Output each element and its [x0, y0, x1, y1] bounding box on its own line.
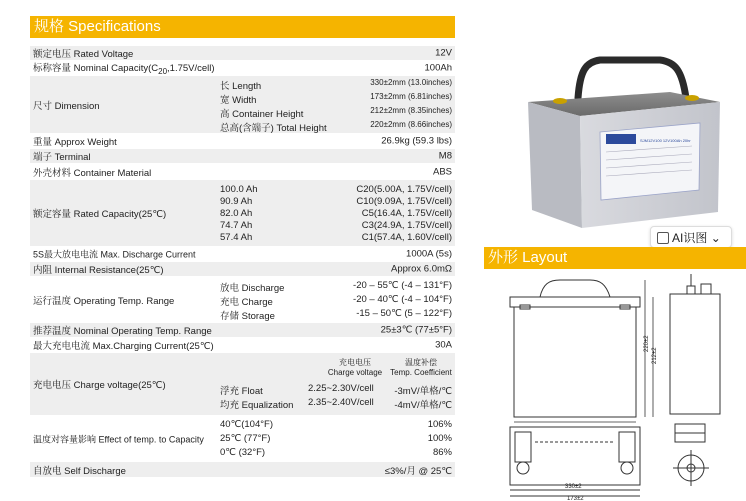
specifications-header: 规格 Specifications — [30, 16, 455, 38]
chevron-down-icon: ⌄ — [710, 231, 721, 245]
scan-icon — [657, 232, 669, 244]
nominal-temp-row: 推荐温度 Nominal Operating Temp. Range 25±3℃ (77±5°F) — [30, 323, 455, 338]
layout-drawings — [495, 272, 745, 501]
temp-effect-row: 温度对容量影响 Effect of temp. to Capacity 40℃(104°F) 106% 25℃ (77°F) 100% 0℃ (32°F) 86% — [30, 416, 455, 462]
svg-text:220±2: 220±2 — [644, 335, 650, 352]
svg-text:330±2: 330±2 — [565, 484, 582, 490]
terminal-detail — [673, 424, 709, 486]
svg-text:SJM12V100 12V100Ah 20hr: SJM12V100 12V100Ah 20hr — [640, 138, 691, 143]
ai-recognize-button[interactable]: AI识图 ⌄ — [650, 226, 732, 248]
charge-voltage-row: 充电电压 Charge voltage(25℃) 充电电压 Charge voltage 温度补偿 Temp. Coefficient 浮充 Float 2.25~2.30V/cell -3mV/单格/℃ 均充 Equalization 2.35~2.40V/cell -4mV/单格/℃ — [30, 353, 455, 416]
battery-label — [600, 123, 700, 200]
battery-photo — [520, 50, 730, 230]
max-discharge-row: 5S最大放电电流 Max. Discharge Current 1000A (5s) — [30, 247, 455, 262]
container-material-row: 外壳材料 Container Material ABS — [30, 164, 455, 180]
terminal-right — [685, 95, 699, 101]
terminal-left — [553, 98, 567, 104]
layout-header: 外形 Layout — [484, 247, 746, 269]
svg-text:212±2: 212±2 — [652, 347, 658, 364]
dimension-row: 尺寸 Dimension 长 Length 330±2mm (13.0inches) 宽 Width 173±2mm (6.81inches) 高 Container Height 212±2mm (8.35inches) 总高(含端子) Total Height 220±2mm (8.66inches) — [30, 76, 455, 134]
svg-text:173±2: 173±2 — [567, 496, 584, 501]
nominal-capacity-row: 标称容量 Nominal $Capacity(C_{20},1.75V/cell)$ 100Ah — [30, 61, 455, 76]
internal-resistance-row: 内阻 Internal Resistance(25℃) Approx 6.0mΩ — [30, 262, 455, 277]
weight-row: 重量 Approx Weight 26.9kg (59.3 lbs) — [30, 134, 455, 149]
spec-table — [30, 46, 455, 478]
terminal-row: 端子 Terminal M8 — [30, 149, 455, 164]
rated-capacity-row: 额定容量 Rated Capacity(25℃) 100.0 Ah C20(5.00A, 1.75V/cell) 90.9 Ah C10(9.09A, 1.75V/cell) 82.0 Ah C5(16.4A, 1.75V/cell) 74.7 Ah C3(24.9A, 1.75V/cell) 57.4 Ah C1(57.4A, 1.60V/cell) — [30, 180, 455, 247]
rated-voltage-row: 额定电压 Rated Voltage 12V — [30, 46, 455, 61]
front-view — [510, 280, 640, 417]
max-charging-row: 最大充电电流 Max.Charging Current(25℃) 30A — [30, 338, 455, 353]
self-discharge-row: 自放电 Self Discharge ≤3%/月 @ 25℃ — [30, 462, 455, 478]
operating-temp-row: 运行温度 Operating Temp. Range 放电 Discharge -20 – 55℃ (-4 – 131°F) 充电 Charge -20 – 40℃ (-4 – 104°F) 存储 Storage -15 – 50℃ (5 – 122°F) — [30, 277, 455, 323]
side-view — [670, 274, 720, 414]
